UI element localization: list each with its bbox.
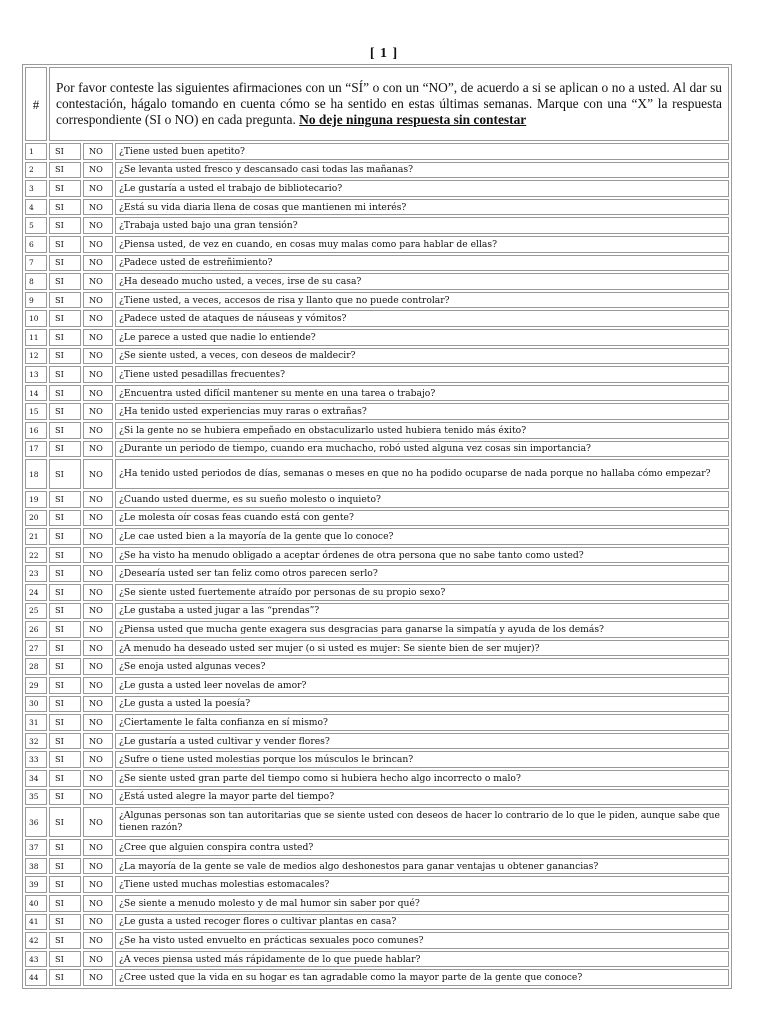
answer-no-cell[interactable]: NO xyxy=(83,858,113,875)
answer-no-cell[interactable]: NO xyxy=(83,839,113,856)
answer-no-cell[interactable]: NO xyxy=(83,310,113,327)
answer-si-cell[interactable]: SI xyxy=(49,528,81,545)
answer-no-cell[interactable]: NO xyxy=(83,162,113,179)
question-row xyxy=(25,348,729,365)
question-row xyxy=(25,621,729,638)
answer-no-cell[interactable]: NO xyxy=(83,180,113,197)
question-number: 1 xyxy=(25,143,47,160)
question-text: ¿Ha tenido usted experiencias muy raras o extrañas? xyxy=(115,403,729,420)
header-row xyxy=(25,67,729,141)
question-text: ¿Le gusta a usted leer novelas de amor? xyxy=(115,677,729,694)
answer-si-cell[interactable]: SI xyxy=(49,441,81,458)
question-number: 30 xyxy=(25,696,47,713)
question-number: 12 xyxy=(25,348,47,365)
answer-si-cell[interactable]: SI xyxy=(49,199,81,216)
question-text: ¿Piensa usted que mucha gente exagera sus desgracias para ganarse la simpatía y ayuda de los demás? xyxy=(115,621,729,638)
answer-no-cell[interactable]: NO xyxy=(83,584,113,601)
question-text: ¿Cuando usted duerme, es su sueño molesto o inquieto? xyxy=(115,491,729,508)
answer-no-cell[interactable]: NO xyxy=(83,385,113,402)
question-row xyxy=(25,839,729,856)
question-number: 11 xyxy=(25,329,47,346)
answer-si-cell[interactable]: SI xyxy=(49,329,81,346)
answer-no-cell[interactable]: NO xyxy=(83,733,113,750)
question-number: 23 xyxy=(25,565,47,582)
answer-si-cell[interactable]: SI xyxy=(49,510,81,527)
answer-si-cell[interactable]: SI xyxy=(49,292,81,309)
answer-no-cell[interactable]: NO xyxy=(83,951,113,968)
answer-no-cell[interactable]: NO xyxy=(83,273,113,290)
question-number: 25 xyxy=(25,603,47,620)
question-text: ¿Durante un periodo de tiempo, cuando era muchacho, robó usted alguna vez cosas sin importancia? xyxy=(115,441,729,458)
question-row xyxy=(25,714,729,731)
question-number: 26 xyxy=(25,621,47,638)
answer-si-cell[interactable]: SI xyxy=(49,839,81,856)
question-number: 28 xyxy=(25,658,47,675)
question-number: 21 xyxy=(25,528,47,545)
answer-si-cell[interactable]: SI xyxy=(49,895,81,912)
question-number: 19 xyxy=(25,491,47,508)
answer-no-cell[interactable]: NO xyxy=(83,199,113,216)
answer-no-cell[interactable]: NO xyxy=(83,640,113,657)
answer-no-cell[interactable]: NO xyxy=(83,236,113,253)
answer-si-cell[interactable]: SI xyxy=(49,658,81,675)
question-number: 39 xyxy=(25,876,47,893)
question-number: 42 xyxy=(25,932,47,949)
question-number: 14 xyxy=(25,385,47,402)
question-text: ¿Ciertamente le falta confianza en sí mismo? xyxy=(115,714,729,731)
answer-no-cell[interactable]: NO xyxy=(83,603,113,620)
question-row xyxy=(25,733,729,750)
question-text: ¿Se levanta usted fresco y descansado casi todas las mañanas? xyxy=(115,162,729,179)
answer-si-cell[interactable]: SI xyxy=(49,789,81,806)
answer-no-cell[interactable]: NO xyxy=(83,441,113,458)
answer-no-cell[interactable]: NO xyxy=(83,217,113,234)
answer-si-cell[interactable]: SI xyxy=(49,310,81,327)
question-number: 41 xyxy=(25,914,47,931)
number-column-header: # xyxy=(25,67,47,141)
question-row xyxy=(25,180,729,197)
answer-no-cell[interactable]: NO xyxy=(83,621,113,638)
question-text: ¿Le gusta a usted recoger flores o cultivar plantas en casa? xyxy=(115,914,729,931)
instructions-emphasis: No deje ninguna respuesta sin contestar xyxy=(299,112,527,127)
question-number: 10 xyxy=(25,310,47,327)
answer-no-cell[interactable]: NO xyxy=(83,895,113,912)
answer-no-cell[interactable]: NO xyxy=(83,876,113,893)
answer-no-cell[interactable]: NO xyxy=(83,914,113,931)
answer-si-cell[interactable]: SI xyxy=(49,180,81,197)
question-row xyxy=(25,162,729,179)
question-row xyxy=(25,236,729,253)
answer-no-cell[interactable]: NO xyxy=(83,491,113,508)
answer-si-cell[interactable]: SI xyxy=(49,914,81,931)
question-row xyxy=(25,640,729,657)
question-number: 31 xyxy=(25,714,47,731)
question-row xyxy=(25,969,729,986)
answer-no-cell[interactable]: NO xyxy=(83,403,113,420)
question-text: ¿Le gustaría a usted cultivar y vender flores? xyxy=(115,733,729,750)
question-text: ¿Sufre o tiene usted molestias porque los músculos le brincan? xyxy=(115,751,729,768)
answer-si-cell[interactable]: SI xyxy=(49,677,81,694)
answer-no-cell[interactable]: NO xyxy=(83,510,113,527)
question-number: 24 xyxy=(25,584,47,601)
question-text: ¿Tiene usted pesadillas frecuentes? xyxy=(115,366,729,383)
question-row xyxy=(25,584,729,601)
question-text: ¿Le cae usted bien a la mayoría de la gente que lo conoce? xyxy=(115,528,729,545)
question-row xyxy=(25,199,729,216)
question-text: ¿Encuentra usted difícil mantener su mente en una tarea o trabajo? xyxy=(115,385,729,402)
question-row xyxy=(25,677,729,694)
question-row xyxy=(25,491,729,508)
question-row xyxy=(25,876,729,893)
answer-si-cell[interactable]: SI xyxy=(49,876,81,893)
question-number: 32 xyxy=(25,733,47,750)
question-number: 16 xyxy=(25,422,47,439)
answer-no-cell[interactable]: NO xyxy=(83,807,113,837)
question-text: ¿Padece usted de estreñimiento? xyxy=(115,255,729,272)
instructions-text: Por favor conteste las siguientes afirmaciones con un “SÍ” o con un “NO”, de acuerdo a si se aplican o no a usted. Al dar su contestación, hágalo tomando en cuenta cómo se ha sentido en estas últimas semanas. Marque con una “X” la respuesta correspondiente (SI o NO) en cada pregunta. xyxy=(56,80,722,127)
question-text: ¿Piensa usted, de vez en cuando, en cosas muy malas como para hablar de ellas? xyxy=(115,236,729,253)
answer-si-cell[interactable]: SI xyxy=(49,621,81,638)
question-number: 5 xyxy=(25,217,47,234)
question-text: ¿Se ha visto usted envuelto en prácticas sexuales poco comunes? xyxy=(115,932,729,949)
question-row xyxy=(25,441,729,458)
question-number: 29 xyxy=(25,677,47,694)
question-text: ¿Le parece a usted que nadie lo entiende? xyxy=(115,329,729,346)
question-text: ¿Si la gente no se hubiera empeñado en obstaculizarlo usted hubiera tenido más éxito? xyxy=(115,422,729,439)
answer-no-cell[interactable]: NO xyxy=(83,329,113,346)
question-row xyxy=(25,510,729,527)
answer-no-cell[interactable]: NO xyxy=(83,789,113,806)
question-text: ¿Tiene usted muchas molestias estomacales? xyxy=(115,876,729,893)
question-row xyxy=(25,770,729,787)
question-text: ¿Tiene usted buen apetito? xyxy=(115,143,729,160)
answer-si-cell[interactable]: SI xyxy=(49,603,81,620)
question-row xyxy=(25,273,729,290)
question-number: 38 xyxy=(25,858,47,875)
answer-no-cell[interactable]: NO xyxy=(83,969,113,986)
question-row xyxy=(25,366,729,383)
answer-si-cell[interactable]: SI xyxy=(49,951,81,968)
answer-si-cell[interactable]: SI xyxy=(49,640,81,657)
answer-si-cell[interactable]: SI xyxy=(49,807,81,837)
question-text: ¿Se siente usted fuertemente atraído por personas de su propio sexo? xyxy=(115,584,729,601)
question-row xyxy=(25,422,729,439)
question-text: ¿Padece usted de ataques de náuseas y vómitos? xyxy=(115,310,729,327)
question-row xyxy=(25,385,729,402)
answer-si-cell[interactable]: SI xyxy=(49,143,81,160)
question-row xyxy=(25,751,729,768)
answer-si-cell[interactable]: SI xyxy=(49,162,81,179)
answer-no-cell[interactable]: NO xyxy=(83,932,113,949)
question-number: 7 xyxy=(25,255,47,272)
question-number: 36 xyxy=(25,807,47,837)
question-number: 8 xyxy=(25,273,47,290)
question-number: 43 xyxy=(25,951,47,968)
questionnaire-table xyxy=(22,64,732,989)
answer-si-cell[interactable]: SI xyxy=(49,366,81,383)
question-text: ¿Le gustaría a usted el trabajo de bibliotecario? xyxy=(115,180,729,197)
question-text: ¿Se siente usted gran parte del tiempo como si hubiera hecho algo incorrecto o malo? xyxy=(115,770,729,787)
question-row xyxy=(25,547,729,564)
question-number: 37 xyxy=(25,839,47,856)
answer-si-cell[interactable]: SI xyxy=(49,547,81,564)
answer-si-cell[interactable]: SI xyxy=(49,969,81,986)
answer-si-cell[interactable]: SI xyxy=(49,403,81,420)
question-number: 3 xyxy=(25,180,47,197)
questionnaire-body xyxy=(25,67,729,986)
question-row xyxy=(25,528,729,545)
question-text: ¿Le gusta a usted la poesía? xyxy=(115,696,729,713)
answer-si-cell[interactable]: SI xyxy=(49,584,81,601)
question-text: ¿Ha tenido usted periodos de días, semanas o meses en que no ha podido ocuparse de nada porque no hallaba cómo empezar? xyxy=(115,459,729,489)
question-number: 35 xyxy=(25,789,47,806)
question-text: ¿Está usted alegre la mayor parte del tiempo? xyxy=(115,789,729,806)
instructions xyxy=(49,67,729,141)
answer-no-cell[interactable]: NO xyxy=(83,143,113,160)
answer-si-cell[interactable]: SI xyxy=(49,770,81,787)
question-text: ¿Ha deseado mucho usted, a veces, irse de su casa? xyxy=(115,273,729,290)
question-row xyxy=(25,951,729,968)
question-row xyxy=(25,143,729,160)
answer-no-cell[interactable]: NO xyxy=(83,677,113,694)
answer-no-cell[interactable]: NO xyxy=(83,658,113,675)
answer-si-cell[interactable]: SI xyxy=(49,348,81,365)
question-row xyxy=(25,459,729,489)
question-number: 40 xyxy=(25,895,47,912)
answer-si-cell[interactable]: SI xyxy=(49,751,81,768)
question-number: 15 xyxy=(25,403,47,420)
answer-no-cell[interactable]: NO xyxy=(83,422,113,439)
question-number: 18 xyxy=(25,459,47,489)
answer-no-cell[interactable]: NO xyxy=(83,528,113,545)
question-row xyxy=(25,696,729,713)
answer-si-cell[interactable]: SI xyxy=(49,491,81,508)
question-text: ¿Se siente usted, a veces, con deseos de maldecir? xyxy=(115,348,729,365)
question-row xyxy=(25,895,729,912)
question-number: 44 xyxy=(25,969,47,986)
question-text: ¿Está su vida diaria llena de cosas que mantienen mi interés? xyxy=(115,199,729,216)
question-text: ¿Se ha visto ha menudo obligado a aceptar órdenes de otra persona que no sabe tanto como usted? xyxy=(115,547,729,564)
answer-no-cell[interactable]: NO xyxy=(83,714,113,731)
question-number: 17 xyxy=(25,441,47,458)
question-number: 13 xyxy=(25,366,47,383)
question-row xyxy=(25,932,729,949)
question-number: 6 xyxy=(25,236,47,253)
question-text: ¿Se siente a menudo molesto y de mal humor sin saber por qué? xyxy=(115,895,729,912)
question-row xyxy=(25,789,729,806)
question-row xyxy=(25,658,729,675)
question-text: ¿Cree que alguien conspira contra usted? xyxy=(115,839,729,856)
question-number: 27 xyxy=(25,640,47,657)
question-text: ¿La mayoría de la gente se vale de medios algo deshonestos para ganar ventajas u obtener ganancias? xyxy=(115,858,729,875)
answer-si-cell[interactable]: SI xyxy=(49,236,81,253)
question-text: ¿Se enoja usted algunas veces? xyxy=(115,658,729,675)
answer-no-cell[interactable]: NO xyxy=(83,366,113,383)
answer-no-cell[interactable]: NO xyxy=(83,751,113,768)
answer-no-cell[interactable]: NO xyxy=(83,255,113,272)
question-text: ¿Trabaja usted bajo una gran tensión? xyxy=(115,217,729,234)
question-row xyxy=(25,403,729,420)
answer-no-cell[interactable]: NO xyxy=(83,348,113,365)
question-row xyxy=(25,255,729,272)
answer-si-cell[interactable]: SI xyxy=(49,273,81,290)
question-row xyxy=(25,565,729,582)
question-row xyxy=(25,217,729,234)
question-row xyxy=(25,292,729,309)
question-row xyxy=(25,603,729,620)
question-text: ¿Desearía usted ser tan feliz como otros parecen serlo? xyxy=(115,565,729,582)
answer-no-cell[interactable]: NO xyxy=(83,292,113,309)
question-text: ¿Le gustaba a usted jugar a las “prendas”? xyxy=(115,603,729,620)
answer-si-cell[interactable]: SI xyxy=(49,932,81,949)
page-title: [ 1 ] xyxy=(369,46,399,61)
answer-si-cell[interactable]: SI xyxy=(49,255,81,272)
question-row xyxy=(25,329,729,346)
question-row xyxy=(25,858,729,875)
question-row xyxy=(25,914,729,931)
question-number: 20 xyxy=(25,510,47,527)
answer-no-cell[interactable]: NO xyxy=(83,547,113,564)
answer-si-cell[interactable]: SI xyxy=(49,714,81,731)
question-number: 4 xyxy=(25,199,47,216)
answer-no-cell[interactable]: NO xyxy=(83,459,113,489)
question-text: ¿Cree usted que la vida en su hogar es tan agradable como la mayor parte de la gente que conoce? xyxy=(115,969,729,986)
answer-si-cell[interactable]: SI xyxy=(49,459,81,489)
answer-si-cell[interactable]: SI xyxy=(49,217,81,234)
question-number: 2 xyxy=(25,162,47,179)
answer-si-cell[interactable]: SI xyxy=(49,733,81,750)
question-text: ¿Le molesta oír cosas feas cuando está con gente? xyxy=(115,510,729,527)
answer-si-cell[interactable]: SI xyxy=(49,422,81,439)
answer-no-cell[interactable]: NO xyxy=(83,696,113,713)
answer-si-cell[interactable]: SI xyxy=(49,565,81,582)
answer-si-cell[interactable]: SI xyxy=(49,858,81,875)
question-row xyxy=(25,807,729,837)
question-row xyxy=(25,310,729,327)
answer-si-cell[interactable]: SI xyxy=(49,696,81,713)
question-text: ¿Algunas personas son tan autoritarias que se siente usted con deseos de hacer lo contrario de lo que le piden, aunque sabe que tienen razón? xyxy=(115,807,729,837)
answer-si-cell[interactable]: SI xyxy=(49,385,81,402)
answer-no-cell[interactable]: NO xyxy=(83,565,113,582)
question-number: 34 xyxy=(25,770,47,787)
question-number: 33 xyxy=(25,751,47,768)
question-text: ¿A veces piensa usted más rápidamente de lo que puede hablar? xyxy=(115,951,729,968)
question-text: ¿A menudo ha deseado usted ser mujer (o si usted es mujer: Se siente bien de ser mujer)? xyxy=(115,640,729,657)
answer-no-cell[interactable]: NO xyxy=(83,770,113,787)
question-text: ¿Tiene usted, a veces, accesos de risa y llanto que no puede controlar? xyxy=(115,292,729,309)
question-number: 22 xyxy=(25,547,47,564)
question-number: 9 xyxy=(25,292,47,309)
